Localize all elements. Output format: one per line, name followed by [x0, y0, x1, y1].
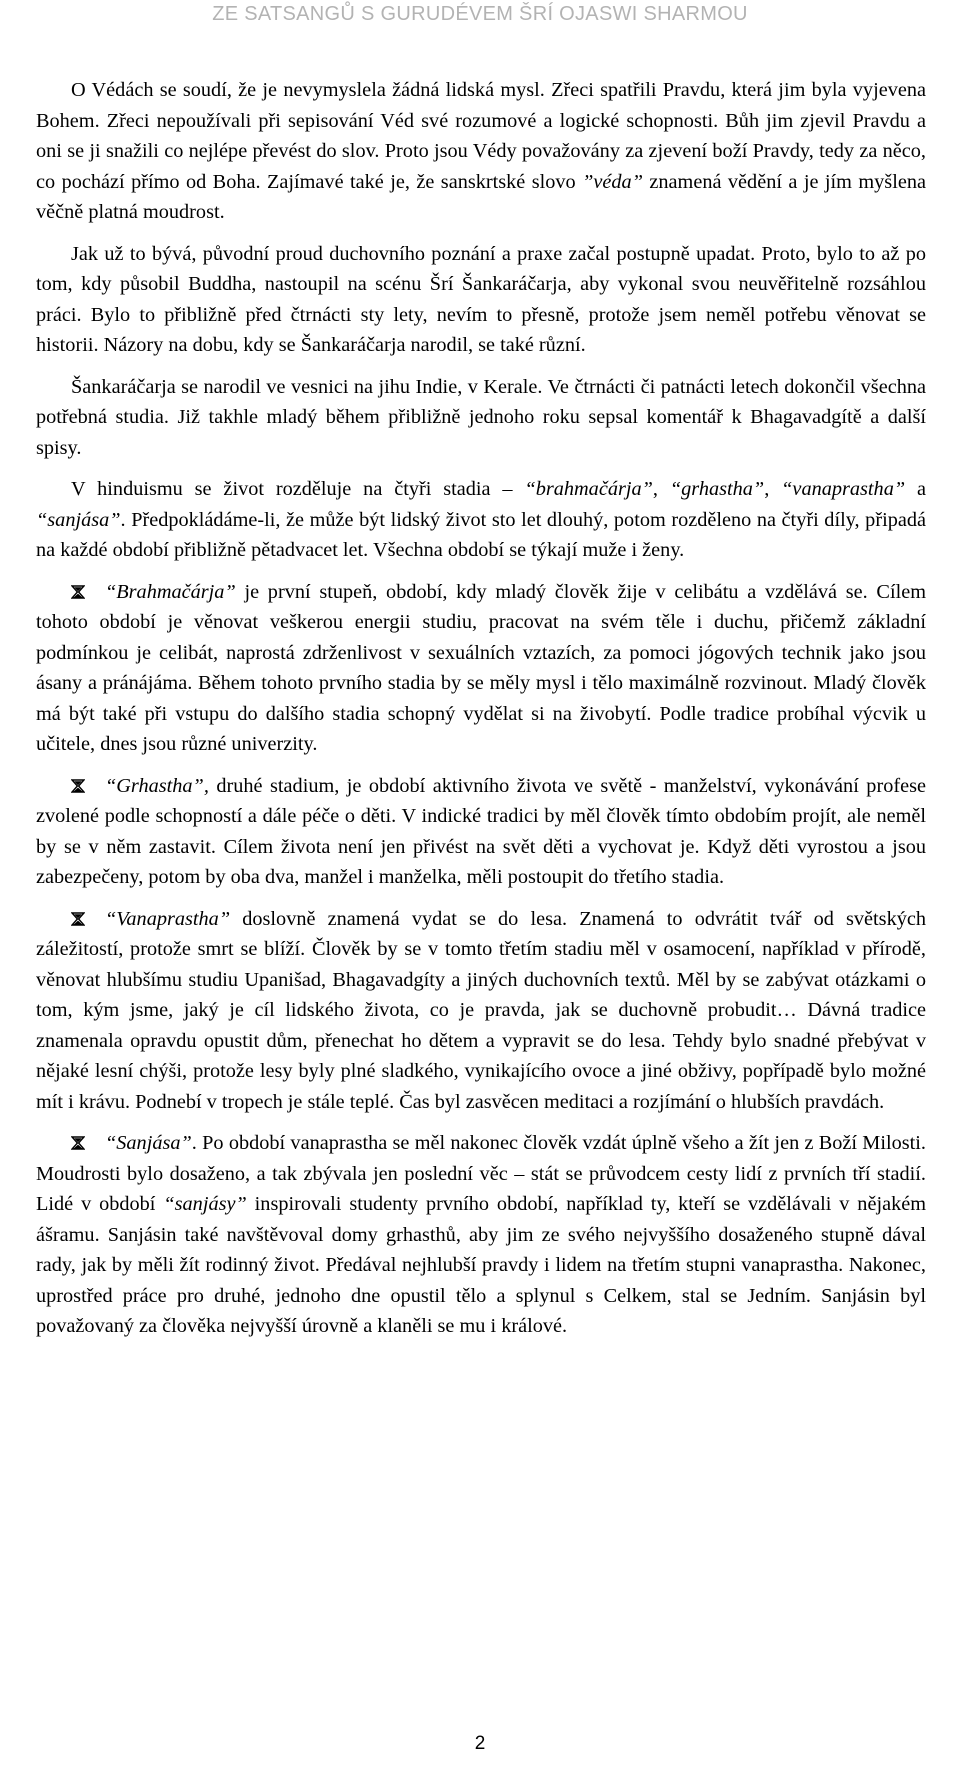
hourglass-icon — [71, 585, 85, 599]
text-run: Jak už to bývá, původní proud duchovního poznání a praxe začal postupně upadat. Proto, bylo to až po tom, kdy působil Buddha, nastoupil na scénu Šrí Šankaráčarja, aby vykonal svou neuvěřitelně rozsáhlou práci. Bylo to přibližně před čtrnácti sty lety, nevím to přesně, protože jsem neměl potřebu věnovat se historii. Názory na dobu, kdy se Šankaráčarja narodil, se také různí. — [36, 242, 926, 356]
paragraph — [36, 75, 926, 228]
emphasis-term: “Grhastha”, — [105, 774, 209, 797]
text-run: O Védách se soudí, že je nevymyslela žádná lidská mysl. Zřeci spatřili Pravdu, která jim byla vyjevena Bohem. Zřeci nepoužívali při sepisování Véd své rozumové a logické schopnosti. Bůh jim zjevil Pravdu a oni se ji snažili co nejlépe převést do slov. Proto jsou Védy považovány za zjevení boží Pravdy, tedy za něco, co pochází přímo od Boha. Zajímavé také je, že sanskrtské slovo — [36, 79, 926, 193]
document-body — [36, 75, 926, 1353]
hourglass-icon — [71, 779, 85, 793]
paragraph — [36, 372, 926, 464]
emphasis-term: ”véda” — [582, 170, 643, 193]
text-run: je první stupeň, období, kdy mladý člověk žije v celibátu a vzdělává se. Cílem tohoto období je věnovat veškerou energii studiu, pracovat na svém těle i duchu, přičemž základní podmínkou je celibát, naprostá zdrženlivost v sexuálních vztazích, za pomoci jógových technik jako jsou ásany a pránájáma. Během tohoto prvního stadia by se měly mysl i tělo maximálně rozvinout. Mladý člověk má být také při vstupu do dalšího stadia schopný vydělat si na živobytí. Podle tradice probíhal výcvik u učitele, dnes jsou různé univerzity. — [36, 580, 926, 755]
text-run: znamená vědění a je jím myšlena věčně platná moudrost. — [36, 170, 926, 223]
text-run: inspirovali studenty prvního období, například ty, kteří se vzdělávali v nějakém ášramu. Sanjásin také navštěvoval domy grhasthů, aby jim ze svého nejvyššího dosaženého stupně dával rady, jak by měli žít rodinný život. Předával nejhlubší pravdy i lidem na třetím stupni vanaprastha. Nakonec, uprostřed práce pro druhé, jednoho dne opustil tělo a splynul s Celkem, stal se Jedním. Sanjásin byl považovaný za člověka nejvyšší úrovně a klaněli se mu i králové. — [36, 1193, 926, 1337]
bullet-paragraph — [36, 771, 926, 893]
paragraph — [36, 239, 926, 361]
emphasis-term: “Brahmačárja” — [105, 580, 236, 603]
paragraph — [36, 474, 926, 566]
hourglass-icon — [71, 912, 85, 926]
emphasis-term: “Vanaprastha” — [105, 907, 231, 930]
running-header: ZE SATSANGŮ S GURUDÉVEM ŠRÍ OJASWI SHARMOU — [212, 3, 748, 25]
hourglass-icon — [71, 1136, 85, 1150]
text-run: . Po období vanaprastha se měl nakonec člověk vzdát úplně všeho a žít jen z Boží Milosti. Moudrosti bylo dosaženo, a tak zbývala jen poslední věc – stát se průvodcem cesty lidí z prvních tří stadií. Lidé v období — [36, 1132, 926, 1215]
text-run: . Předpokládáme-li, že může být lidský život sto let dlouhý, potom rozděleno na čtyři díly, připadá na každé období přibližně pětadvacet let. Všechna období se týkají muže i ženy. — [36, 508, 926, 561]
emphasis-term: “sanjása” — [36, 508, 121, 531]
emphasis-term: “sanjásy” — [163, 1193, 247, 1215]
emphasis-term: “vanaprastha” — [781, 478, 906, 500]
emphasis-term: “Sanjása” — [105, 1132, 192, 1154]
emphasis-term: “grhastha” — [669, 478, 765, 500]
text-run: druhé stadium, je období aktivního života ve světě - manželství, vykonávání profese zvolené podle schopností a dále péče o děti. V indické tradici by měl člověk tímto obdobím projít, ale neměl by se v něm zastavit. Cílem života není jen přivést na svět děti a vychovat je. Když děti vyrostou a jsou zabezpečeny, potom by oba dva, manžel i manželka, měli postoupit do třetího stadia. — [36, 774, 926, 888]
bullet-paragraph — [36, 577, 926, 760]
text-run: doslovně znamená vydat se do lesa. Znamená to odvrátit tvář od světských záležitostí, protože smrt se blíží. Člověk by se v tomto třetím stadiu měl v osamocení, například v přírodě, věnovat hlubšímu studiu Upanišad, Bhagavadgíty a jiných duchovních textů. Měl by se zabývat otázkami o tom, kým jsme, jaký je cíl lidského života, co je pravda, jak se duchovně probudit… Dávná tradice znamenala opravdu opustit dům, přenechat ho dětem a vypravit se do lesa. Tehdy bylo snadné přebývat v nějaké lesní chýši, protože lesy byly plné sladkého, vynikajícího ovoce a jiné obživy, popřípadě bylo možné mít i krávu. Podnebí v tropech je stále teplé. Čas byl zasvěcen meditaci a rozjímání o hlubších pravdách. — [36, 907, 926, 1113]
text-run: a — [905, 478, 927, 500]
text-run: V hinduismu se život rozděluje na čtyři stadia – — [71, 478, 525, 500]
page-number: 2 — [474, 1733, 486, 1754]
text-run: Šankaráčarja se narodil ve vesnici na jihu Indie, v Kerale. Ve čtrnácti či patnácti letech dokončil všechna potřebná studia. Již takhle mladý během přibližně jednoho roku sepsal komentář k Bhagavadgítě a další spisy. — [36, 375, 926, 459]
emphasis-term: “brahmačárja” — [524, 478, 653, 500]
text-run: , — [652, 478, 670, 500]
text-run: , — [764, 478, 782, 500]
bullet-paragraph — [36, 1128, 926, 1342]
bullet-paragraph — [36, 904, 926, 1118]
